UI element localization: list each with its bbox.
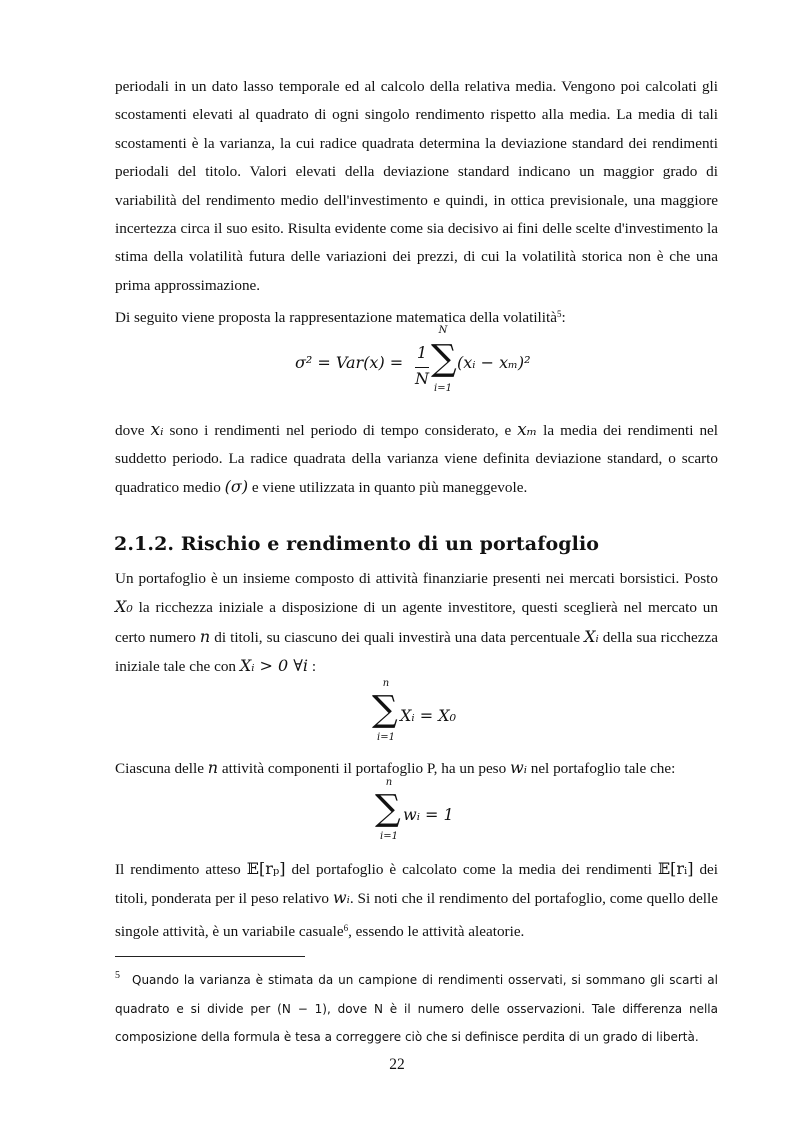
symbol-xm: xₘ xyxy=(517,419,538,440)
text-segment: Il rendimento atteso xyxy=(115,860,247,878)
paragraph-weights xyxy=(115,754,718,783)
text-segment: e viene utilizzata in quanto più maneggevole. xyxy=(248,479,528,497)
text-segment: sono i rendimenti nel periodo di tempo considerato, e xyxy=(163,421,518,439)
page-body xyxy=(115,72,718,946)
variance-formula-frac-bar xyxy=(415,367,429,368)
variance-formula-sum-lower: i=1 xyxy=(434,382,452,394)
text-segment: dove xyxy=(115,421,151,439)
symbol-condition: Xᵢ > 0 ∀i xyxy=(239,656,309,676)
symbol-wi: wᵢ xyxy=(510,757,527,777)
section-heading: 2.1.2. Rischio e rendimento di un portafoglio xyxy=(114,532,600,555)
variance-formula-frac-num: 1 xyxy=(416,342,428,362)
text-segment: attività componenti il portafoglio P, ha un peso xyxy=(218,759,510,777)
footnote-ref-5: 5 xyxy=(556,309,562,320)
variance-formula-body: (xᵢ − xₘ)² xyxy=(457,352,531,372)
footnote-divider xyxy=(115,956,305,957)
text-segment: : xyxy=(308,658,317,676)
text-segment: Un portafoglio è un insieme composto di attività finanziarie presenti nei mercati borsistici. Posto xyxy=(115,569,718,587)
weights-sum-lower: i=1 xyxy=(380,830,398,842)
text-segment: la media dei rendimenti nel suddetto periodo. La radice quadrata della varianza viene definita deviazione standard, o scarto quadratico medio xyxy=(115,421,718,497)
variance-formula-frac-den: N xyxy=(415,368,429,388)
paragraph-expected-return xyxy=(115,855,718,946)
weights-sum-formula xyxy=(115,776,718,847)
variance-formula-lhs: σ² = Var(x) = xyxy=(295,352,404,372)
text-segment: della sua ricchezza iniziale tale che con xyxy=(115,628,718,676)
footnote-number: 5 xyxy=(115,970,120,981)
symbol-n: n xyxy=(207,757,219,777)
text-segment: . Si noti che il rendimento del portafoglio, come quello delle singole attività, è un variabile casuale xyxy=(115,890,718,940)
sum-symbol-icon: ∑ xyxy=(431,337,457,379)
variance-formula xyxy=(115,324,718,419)
footnote-text: Quando la varianza è stimata da un campione di rendimenti osservati, si sommano gli scarti al quadrato e si divide per (N − 1), dove N è il numero delle osservazioni. Tale differenza nella composizione della formula è tesa a correggere ciò che si definisce perdita di un grado di libertà. xyxy=(115,973,718,1044)
paragraph-portfolio-definition xyxy=(115,565,718,682)
footnote-ref-6: 6 xyxy=(343,922,349,933)
text-segment: , essendo le attività aleatorie. xyxy=(348,922,525,940)
text-segment: Ciascuna delle xyxy=(115,759,208,777)
text-segment: nel portafoglio tale che: xyxy=(526,759,676,777)
symbol-wi: wᵢ xyxy=(332,888,350,908)
symbol-expected-ri: 𝔼[rᵢ] xyxy=(657,858,694,878)
paragraph-volatility-intro: periodali in un dato lasso temporale ed al calcolo della relativa media. Vengono poi calcolati gli scostamenti elevati al quadrato di ogni singolo rendimento rispetto alla media. La media di tali scostamenti è la varianza, la cui radice quadrata determina la deviazione standard dei rendimenti periodali del titolo. Valori elevati della deviazione standard indicano un maggior grado di variabilità del rendimento medio dell'investimento e quindi, in ottica previsionale, una maggiore incertezza circa il suo esito. Risulta evidente come sia decisivo ai fini delle scelte d'investimento la stima della volatilità futura delle variazioni dei prezzi, di cui la volatilità storica non è che una prima approssimazione. xyxy=(115,78,718,294)
footnote-5 xyxy=(115,962,718,1052)
sum-symbol-icon: ∑ xyxy=(375,787,401,829)
weights-sum-body: wᵢ = 1 xyxy=(403,804,454,824)
wealth-sum-upper: n xyxy=(382,677,390,689)
paragraph-formula-intro-text: Di seguito viene proposta la rappresentazione matematica della volatilità xyxy=(115,309,557,327)
text-segment: del portafoglio è calcolato come la media dei rendimenti xyxy=(285,860,658,878)
symbol-xi-capital: Xᵢ xyxy=(584,626,599,646)
text-segment: di titoli, su ciascuno dei quali investirà una data percentuale xyxy=(210,628,585,646)
text-segment: la ricchezza iniziale a disposizione di un agente investitore, questi sceglierà nel mercato un certo numero xyxy=(115,599,718,646)
paragraph-formula-intro-end: : xyxy=(561,309,566,327)
text-segment: dei titoli, ponderata per il peso relativo xyxy=(115,860,718,908)
symbol-expected-rp: 𝔼[rₚ] xyxy=(246,858,286,878)
variance-formula-sum-upper: N xyxy=(438,324,448,336)
symbol-x0: X₀ xyxy=(115,597,133,617)
weights-sum-upper: n xyxy=(385,776,393,788)
wealth-sum-body: Xᵢ = X₀ xyxy=(400,705,456,725)
symbol-n: n xyxy=(199,626,211,646)
symbol-xi: xᵢ xyxy=(150,419,164,440)
wealth-sum-lower: i=1 xyxy=(377,731,395,743)
paragraph-variable-definitions xyxy=(115,416,718,503)
sum-symbol-icon: ∑ xyxy=(372,688,398,730)
wealth-sum-formula xyxy=(115,677,718,748)
symbol-sigma: (σ) xyxy=(224,477,249,497)
paragraph-formula-intro xyxy=(115,300,718,332)
page-number: 22 xyxy=(389,1056,405,1073)
